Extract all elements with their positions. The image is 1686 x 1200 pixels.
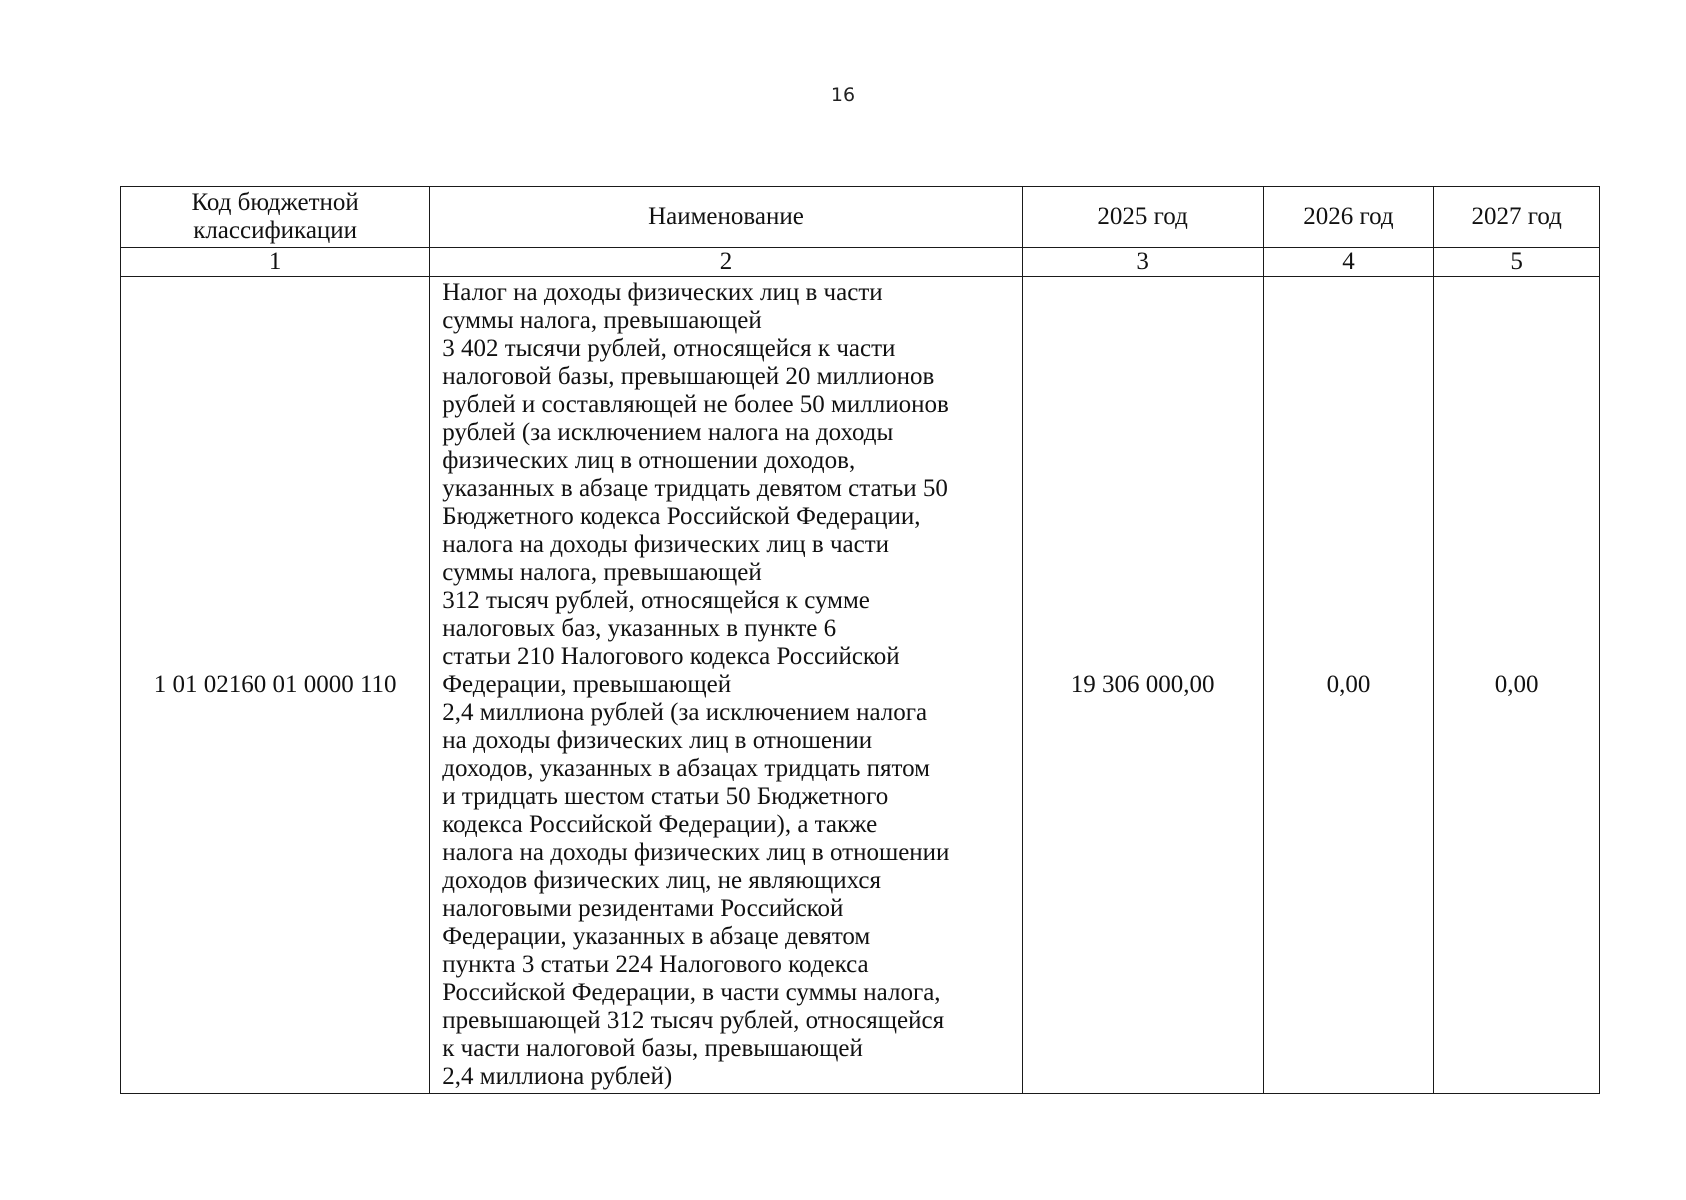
table-row — [121, 277, 1600, 1094]
description-line: налога на доходы физических лиц в отношении — [442, 839, 950, 866]
description-line: налоговых баз, указанных в пункте 6 — [442, 615, 837, 642]
description-line: физических лиц в отношении доходов, — [442, 447, 856, 474]
description-line: суммы налога, превышающей — [442, 307, 762, 334]
page-number: 16 — [830, 84, 856, 106]
column-number: 4 — [1263, 248, 1434, 277]
header-year-2026: 2026 год — [1263, 187, 1434, 248]
description-line: налоговыми резидентами Российской — [442, 895, 844, 922]
column-number: 3 — [1022, 248, 1263, 277]
description-cell — [430, 277, 1022, 1094]
description-line: Российской Федерации, в части суммы налога, — [442, 979, 941, 1006]
table-header-row — [121, 187, 1600, 248]
description-line: к части налоговой базы, превышающей — [442, 1035, 863, 1062]
description-line: на доходы физических лиц в отношении — [442, 727, 873, 754]
budget-code-cell: 1 01 02160 01 0000 110 — [121, 277, 430, 1094]
description-line: суммы налога, превышающей — [442, 559, 762, 586]
header-name: Наименование — [430, 187, 1022, 248]
description-line: Бюджетного кодекса Российской Федерации, — [442, 503, 921, 530]
amount-2026-cell: 0,00 — [1263, 277, 1434, 1094]
header-code-line1: Код бюджетной — [191, 189, 359, 216]
description-line: превышающей 312 тысяч рублей, относящейся — [442, 1007, 945, 1034]
header-year-2025: 2025 год — [1022, 187, 1263, 248]
column-number: 2 — [430, 248, 1022, 277]
description-line: и тридцать шестом статьи 50 Бюджетного — [442, 783, 889, 810]
description-line: 2,4 миллиона рублей (за исключением налога — [442, 699, 928, 726]
description-line: 312 тысяч рублей, относящейся к сумме — [442, 587, 870, 614]
header-year-2027: 2027 год — [1434, 187, 1600, 248]
column-number: 1 — [121, 248, 430, 277]
description-line: доходов физических лиц, не являющихся — [442, 867, 882, 894]
description-line: доходов, указанных в абзацах тридцать пятом — [442, 755, 930, 782]
header-code — [121, 187, 430, 248]
column-number-row — [121, 248, 1600, 277]
amount-2025-cell: 19 306 000,00 — [1022, 277, 1263, 1094]
description-line: налоговой базы, превышающей 20 миллионов — [442, 363, 935, 390]
description-line: Федерации, указанных в абзаце девятом — [442, 923, 871, 950]
header-code-line2: классификации — [193, 217, 358, 244]
budget-table — [120, 186, 1600, 1094]
description-line: Федерации, превышающей — [442, 671, 732, 698]
description-line: Налог на доходы физических лиц в части — [442, 279, 883, 306]
description-line: статьи 210 Налогового кодекса Российской — [442, 643, 900, 670]
column-number: 5 — [1434, 248, 1600, 277]
description-line: пункта 3 статьи 224 Налогового кодекса — [442, 951, 869, 978]
description-line: указанных в абзаце тридцать девятом статьи 50 — [442, 475, 948, 502]
amount-2027-cell: 0,00 — [1434, 277, 1600, 1094]
description-line: 3 402 тысячи рублей, относящейся к части — [442, 335, 896, 362]
description-line: кодекса Российской Федерации), а также — [442, 811, 878, 838]
description-line: рублей (за исключением налога на доходы — [442, 419, 894, 446]
description-line: налога на доходы физических лиц в части — [442, 531, 890, 558]
description-line: рублей и составляющей не более 50 миллионов — [442, 391, 949, 418]
description-line: 2,4 миллиона рублей) — [442, 1063, 673, 1090]
